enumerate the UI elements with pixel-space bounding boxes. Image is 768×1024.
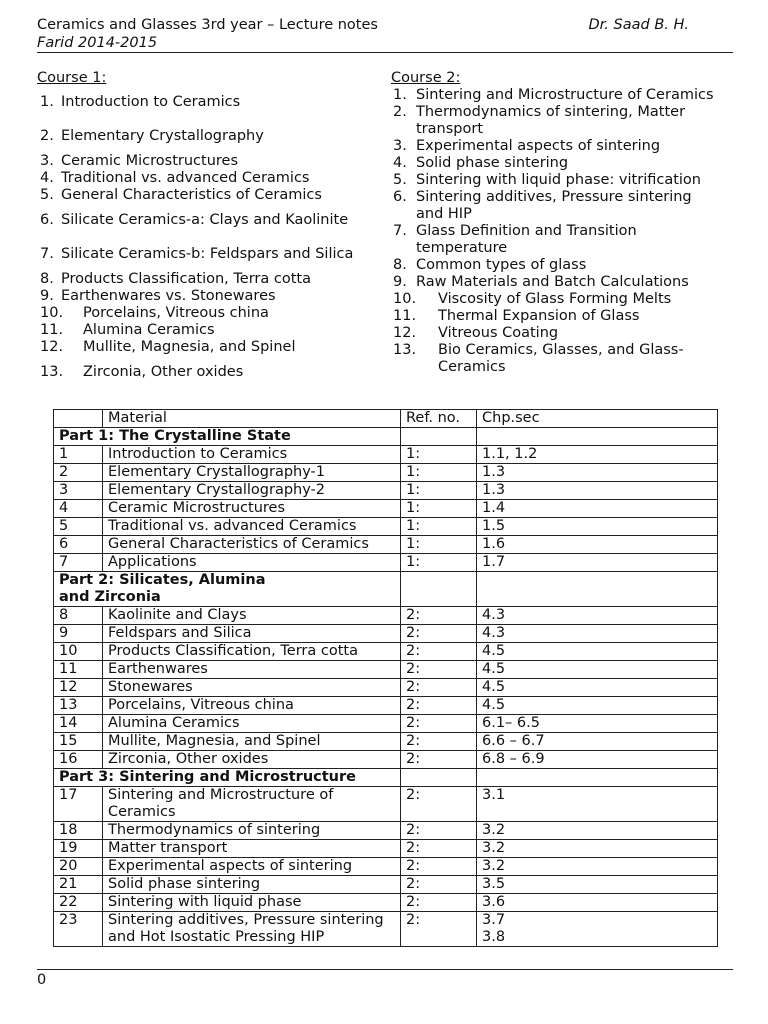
part-title: Part 3: Sintering and Microstructure — [54, 769, 401, 787]
list-item: 10. Viscosity of Glass Forming Melts — [393, 291, 672, 307]
list-item: 11. Thermal Expansion of Glass — [393, 308, 640, 324]
table-row: 19 Matter transport 2: 3.2 — [54, 840, 718, 858]
list-item: 3. Ceramic Microstructures — [40, 153, 239, 169]
table-row: 5 Traditional vs. advanced Ceramics 1: 1.5 — [54, 518, 718, 536]
table-row: 15 Mullite, Magnesia, and Spinel 2: 6.6 – 6.7 — [54, 733, 718, 751]
list-item: 13. Zirconia, Other oxides — [40, 364, 244, 380]
table-row: 8 Kaolinite and Clays 2: 4.3 — [54, 607, 718, 625]
column-header — [54, 410, 103, 428]
course-2-list — [391, 70, 721, 376]
table-row: 22 Sintering with liquid phase 2: 3.6 — [54, 894, 718, 912]
table-row: 4 Ceramic Microstructures 1: 1.4 — [54, 500, 718, 518]
list-item: 7. Glass Definition and Transition temperature — [393, 223, 637, 256]
list-item: 11. Alumina Ceramics — [40, 322, 215, 338]
list-item: 6. Silicate Ceramics-a: Clays and Kaolinite — [40, 212, 349, 228]
list-item: 4. Solid phase sintering — [393, 155, 569, 171]
course-1-list — [37, 70, 377, 381]
list-item: 1. Sintering and Microstructure of Ceramics — [393, 87, 714, 103]
table-row: 6 General Characteristics of Ceramics 1: 1.6 — [54, 536, 718, 554]
table-row: 12 Stonewares 2: 4.5 — [54, 679, 718, 697]
table-row: 9 Feldspars and Silica 2: 4.3 — [54, 625, 718, 643]
course-2-title: Course 2: — [391, 70, 461, 86]
page-header — [37, 16, 733, 52]
table-row: 23 Sintering additives, Pressure sintering and Hot Isostatic Pressing HIP 2: 3.7 3.8 — [54, 912, 718, 947]
table-row: 2 Elementary Crystallography-1 1: 1.3 — [54, 464, 718, 482]
part-heading-row — [54, 572, 718, 607]
table-row: 21 Solid phase sintering 2: 3.5 — [54, 876, 718, 894]
list-item: 5. General Characteristics of Ceramics — [40, 187, 322, 203]
page-number: 0 — [37, 972, 47, 988]
course-2-items — [391, 87, 721, 376]
part-title: Part 1: The Crystalline State — [54, 428, 401, 446]
list-item: 9. Earthenwares vs. Stonewares — [40, 288, 276, 304]
part-heading-row — [54, 769, 718, 787]
table-row: 3 Elementary Crystallography-2 1: 1.3 — [54, 482, 718, 500]
header-rule — [37, 52, 733, 53]
part-title: Part 2: Silicates, Alumina and Zirconia — [54, 572, 401, 607]
list-item: 8. Common types of glass — [393, 257, 587, 273]
list-item: 2. Elementary Crystallography — [40, 128, 264, 144]
footer-rule — [37, 969, 733, 970]
document-subtitle: Farid 2014-2015 — [37, 35, 158, 51]
table-row: 18 Thermodynamics of sintering 2: 3.2 — [54, 822, 718, 840]
list-item: 5. Sintering with liquid phase: vitrification — [393, 172, 701, 188]
list-item: 1. Introduction to Ceramics — [40, 94, 241, 110]
list-item: 13. Bio Ceramics, Glasses, and Glass-Ceramics — [393, 342, 684, 375]
list-item: 12. Vitreous Coating — [393, 325, 559, 341]
list-item: 9. Raw Materials and Batch Calculations — [393, 274, 689, 290]
table-row: 7 Applications 1: 1.7 — [54, 554, 718, 572]
list-item: 10. Porcelains, Vitreous china — [40, 305, 269, 321]
table-row: 10 Products Classification, Terra cotta 2: 4.5 — [54, 643, 718, 661]
table-row: 11 Earthenwares 2: 4.5 — [54, 661, 718, 679]
table-header-row — [54, 410, 718, 428]
schedule-table — [53, 409, 718, 947]
list-item: 3. Experimental aspects of sintering — [393, 138, 661, 154]
column-header: Material — [103, 410, 401, 428]
part-heading-row — [54, 428, 718, 446]
column-header: Ref. no. — [401, 410, 477, 428]
list-item: 6. Sintering additives, Pressure sintering and HIP — [393, 189, 692, 222]
table-row: 14 Alumina Ceramics 2: 6.1– 6.5 — [54, 715, 718, 733]
list-item: 8. Products Classification, Terra cotta — [40, 271, 311, 287]
column-header: Chp.sec — [477, 410, 718, 428]
table-row: 17 Sintering and Microstructure of Ceramics 2: 3.1 — [54, 787, 718, 822]
table-row: 1 Introduction to Ceramics 1: 1.1, 1.2 — [54, 446, 718, 464]
author-name: Dr. Saad B. H. — [588, 17, 689, 33]
list-item: 4. Traditional vs. advanced Ceramics — [40, 170, 310, 186]
course-1-title: Course 1: — [37, 70, 107, 86]
table-row: 20 Experimental aspects of sintering 2: 3.2 — [54, 858, 718, 876]
table-row: 13 Porcelains, Vitreous china 2: 4.5 — [54, 697, 718, 715]
list-item: 2. Thermodynamics of sintering, Matter transport — [393, 104, 686, 137]
table-row: 16 Zirconia, Other oxides 2: 6.8 – 6.9 — [54, 751, 718, 769]
list-item: 7. Silicate Ceramics-b: Feldspars and Silica — [40, 246, 354, 262]
document-title: Ceramics and Glasses 3rd year – Lecture notes — [37, 17, 378, 33]
list-item: 12. Mullite, Magnesia, and Spinel — [40, 339, 296, 355]
course-1-items — [37, 94, 377, 381]
